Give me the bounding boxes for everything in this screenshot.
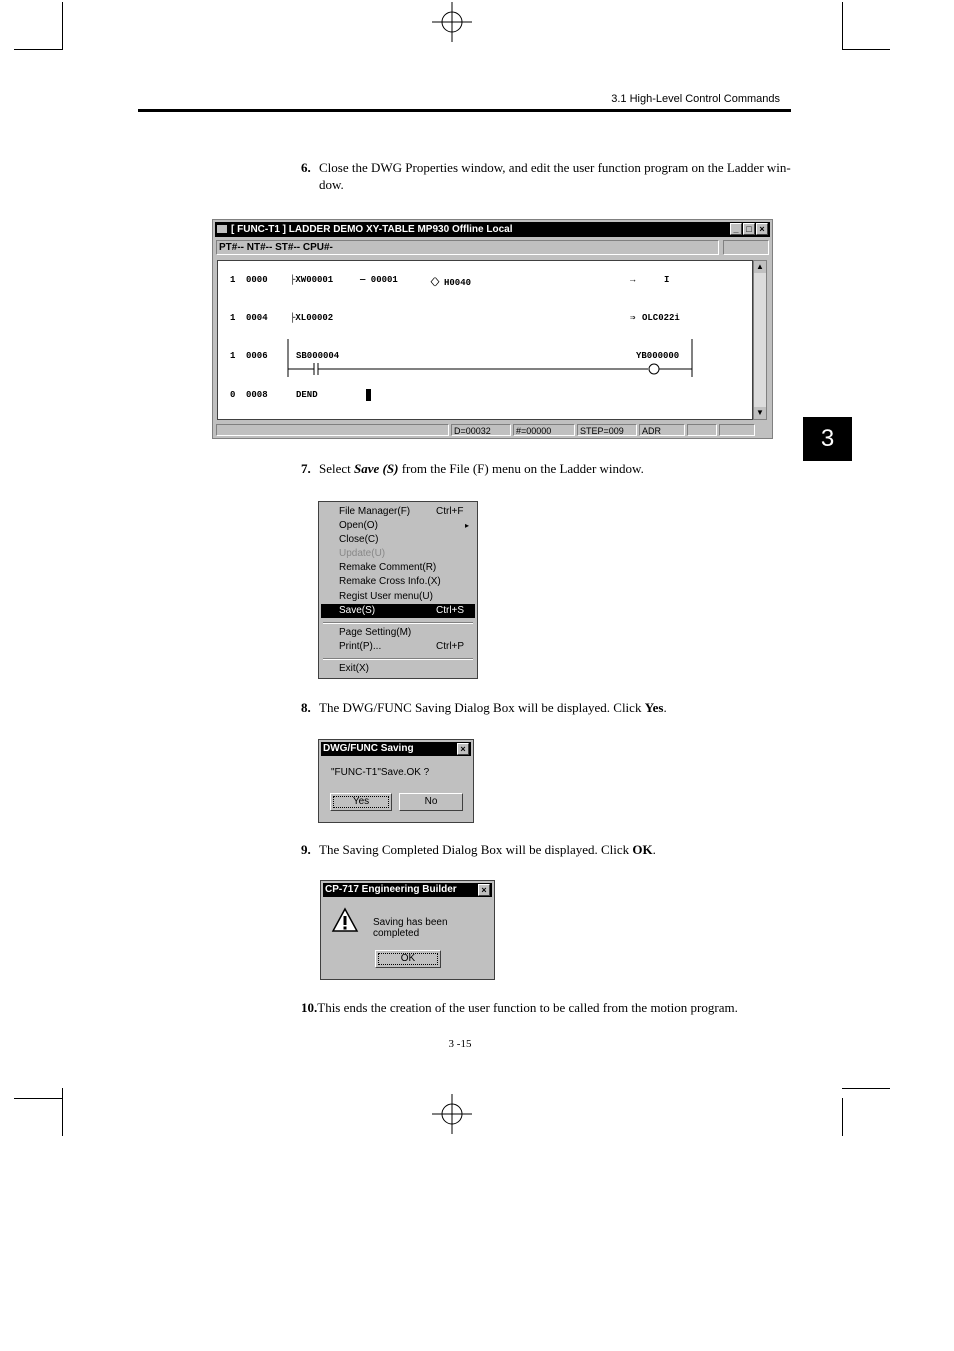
- row-step: 0006: [246, 351, 268, 361]
- section-header: 3.1 High-Level Control Commands: [611, 93, 780, 105]
- no-button[interactable]: No: [399, 793, 463, 811]
- menu-item-file-manager[interactable]: File Manager(F) Ctrl+F: [339, 506, 464, 517]
- crop-mark: [842, 1088, 890, 1089]
- step-10: [301, 999, 791, 1016]
- row-level: 1: [230, 313, 236, 323]
- row-step: 0008: [246, 390, 268, 400]
- crop-mark: [14, 49, 62, 50]
- text-cursor: [366, 389, 371, 401]
- status-cell: [687, 424, 717, 436]
- ladder-info-bar: PT#-- NT#-- ST#-- CPU#-: [216, 240, 719, 255]
- saving-message: "FUNC-T1"Save.OK ?: [331, 767, 430, 778]
- step-text: Close the DWG Properties window, and edit the user function program on the Ladder win-: [319, 160, 791, 175]
- contact[interactable]: ├XW00001: [290, 275, 334, 285]
- status-cell: [719, 424, 755, 436]
- row-level: 1: [230, 351, 236, 361]
- crop-mark: [842, 2, 843, 50]
- scroll-down-icon[interactable]: ▼: [754, 407, 766, 419]
- close-icon[interactable]: ×: [457, 743, 469, 755]
- chapter-tab: 3: [803, 417, 852, 461]
- saving-dialog-title-bar[interactable]: DWG/FUNC Saving ×: [321, 742, 471, 756]
- menu-item-open[interactable]: Open(O) ▸: [339, 520, 470, 531]
- step-number: 9.: [301, 842, 311, 857]
- page-number: 3 -15: [448, 1038, 472, 1050]
- row-step: 0004: [246, 313, 268, 323]
- vertical-scrollbar[interactable]: [753, 260, 767, 420]
- coil[interactable]: I: [664, 275, 670, 285]
- warning-icon: [331, 907, 359, 933]
- step-number: 7.: [301, 461, 311, 476]
- step-number: 6.: [301, 160, 311, 175]
- step-text: This ends the creation of the user function to be called from the motion program.: [317, 1000, 738, 1015]
- menu-item-regist-user-menu[interactable]: Regist User menu(U): [339, 591, 433, 602]
- step-number: 10.: [301, 1000, 318, 1015]
- status-register: #=00000: [513, 424, 575, 436]
- yes-button[interactable]: Yes: [330, 793, 392, 811]
- completed-dialog-title-bar[interactable]: CP-717 Engineering Builder ×: [323, 883, 492, 897]
- ladder-row[interactable]: [230, 390, 318, 400]
- completed-dialog: [320, 880, 495, 980]
- coil-symbol: ⇒: [630, 313, 636, 323]
- window-icon: [217, 225, 227, 233]
- button-reference: Yes: [644, 700, 664, 715]
- crop-mark: [842, 1098, 843, 1136]
- status-address: ADR: [639, 424, 685, 436]
- file-menu: [318, 501, 478, 679]
- minimize-icon[interactable]: _: [730, 223, 742, 235]
- menu-item-print[interactable]: Print(P)... Ctrl+P: [339, 641, 465, 652]
- completed-message: Saving has been completed: [373, 917, 448, 939]
- maximize-icon[interactable]: □: [743, 223, 755, 235]
- menu-item-update: Update(U): [339, 548, 386, 559]
- step-9: 9. The Saving Completed Dialog Box will be displayed. Click OK.: [301, 842, 656, 857]
- header-rule: [138, 109, 791, 112]
- menu-item-remake-comment[interactable]: Remake Comment(R): [339, 562, 437, 573]
- registration-mark: [432, 2, 472, 42]
- row-step: 0000: [246, 275, 268, 285]
- menu-item-exit[interactable]: Exit(X): [339, 663, 369, 674]
- contact[interactable]: 〈〉H0040: [426, 278, 472, 288]
- submenu-arrow-icon: ▸: [465, 521, 470, 530]
- crop-mark: [62, 1088, 63, 1136]
- contact[interactable]: SB000004: [296, 351, 340, 361]
- crop-mark: [14, 1098, 62, 1099]
- step-7: 7. Select Save (S) from the File (F) menu on the Ladder window.: [301, 461, 644, 476]
- contact[interactable]: — 00001: [360, 275, 398, 285]
- button-reference: OK: [632, 842, 653, 857]
- close-icon[interactable]: ×: [756, 223, 768, 235]
- step-6: [301, 159, 791, 193]
- menu-separator: [323, 658, 473, 660]
- status-cell: [216, 424, 449, 436]
- end-instruction[interactable]: DEND: [296, 390, 318, 400]
- ok-button[interactable]: OK: [375, 950, 441, 968]
- ladder-title: [ FUNC-T1 ] LADDER DEMO XY-TABLE MP930 Offline Local: [231, 224, 513, 235]
- menu-reference: Save (S): [354, 461, 399, 476]
- coil[interactable]: YB000000: [636, 351, 680, 361]
- ladder-editor[interactable]: [217, 260, 753, 420]
- scroll-up-icon[interactable]: ▲: [754, 261, 766, 273]
- coil[interactable]: OLC022i: [642, 313, 680, 323]
- saving-dialog: [318, 739, 474, 823]
- status-step: STEP=009: [577, 424, 637, 436]
- menu-separator: [323, 622, 473, 624]
- step-8: 8. The DWG/FUNC Saving Dialog Box will be displayed. Click Yes.: [301, 700, 667, 715]
- menu-item-save[interactable]: Save(S) Ctrl+S: [321, 604, 475, 618]
- close-icon[interactable]: ×: [478, 884, 490, 896]
- step-text-cont: dow.: [319, 177, 344, 192]
- row-level: 0: [230, 390, 236, 400]
- menu-item-page-setting[interactable]: Page Setting(M): [339, 627, 412, 638]
- ladder-window[interactable]: [212, 219, 773, 439]
- info-bar-spacer: [723, 240, 769, 255]
- coil-symbol: →: [630, 275, 636, 285]
- menu-item-remake-cross-info[interactable]: Remake Cross Info.(X): [339, 576, 441, 587]
- ladder-title-bar[interactable]: [215, 222, 770, 237]
- crop-mark: [842, 49, 890, 50]
- status-data-count: D=00032: [451, 424, 511, 436]
- contact[interactable]: ├XL00002: [290, 313, 334, 323]
- crop-mark: [62, 2, 63, 50]
- step-number: 8.: [301, 700, 311, 715]
- registration-mark: [432, 1094, 472, 1134]
- menu-item-close[interactable]: Close(C): [339, 534, 379, 545]
- row-level: 1: [230, 275, 236, 285]
